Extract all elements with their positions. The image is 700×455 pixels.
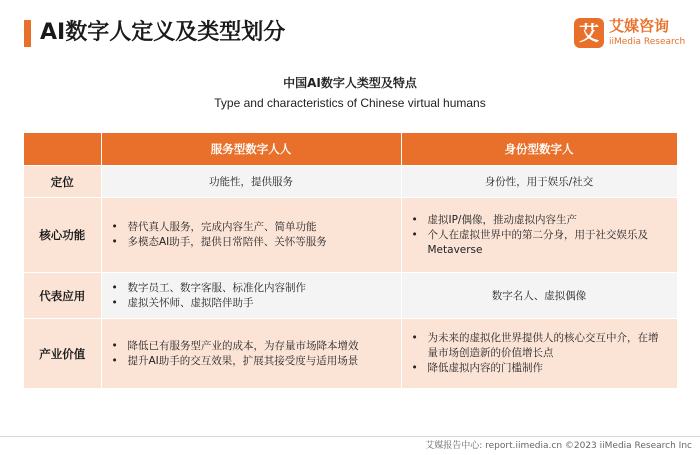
list-item: • 提升AI助手的交互效果，扩展其接受度与适用场景 [128,354,391,369]
list-item: • 数字员工、数字客服、标准化内容制作 [128,281,391,296]
table-row-core-function [24,198,677,273]
page-title: AI数字人定义及类型划分 [40,20,286,45]
bullet-list [102,220,401,250]
cell-identity: 数字名人、虚拟偶像 [401,273,677,319]
row-label: 代表应用 [24,273,101,319]
table-header-row [24,133,677,166]
cell-identity [401,198,677,273]
bullet-list [402,331,677,376]
row-label: 产业价值 [24,319,101,389]
table-row-industry-value [24,319,677,389]
list-item: • 为未来的虚拟化世界提供人的核心交互中介，在增量市场创造新的价值增长点 [428,331,667,361]
footer-divider [0,436,700,437]
footer-source: 艾媒报告中心: report.iimedia.cn ©2023 iiMedia Research Inc [425,441,692,451]
bullet-list [102,281,401,311]
header-identity-type: 身份型数字人 [401,133,677,166]
list-item: • 虚拟关怀师、虚拟陪伴助手 [128,296,391,311]
cell-service [101,273,401,319]
list-item: • 降低已有服务型产业的成本，为存量市场降本增效 [128,339,391,354]
table-row-applications [24,273,677,319]
cell-service [101,198,401,273]
bullet-list [402,213,677,258]
header-corner [24,133,101,166]
row-label: 核心功能 [24,198,101,273]
cell-identity [401,319,677,389]
row-label: 定位 [24,166,101,198]
list-item: • 个人在虚拟世界中的第二分身，用于社交娱乐及Metaverse [428,228,667,258]
list-item: • 降低虚拟内容的门槛制作 [428,361,667,376]
header-service-type: 服务型数字人人 [101,133,401,166]
title-accent-bar [24,20,31,47]
logo-mark-icon: 艾 [574,18,604,48]
table-title-cn: 中国AI数字人类型及特点 [283,76,417,90]
bullet-list [102,339,401,369]
table-title-en: Type and characteristics of Chinese virtual humans [214,96,486,110]
cell-service: 功能性，提供服务 [101,166,401,198]
logo-name-en: iiMedia Research [609,37,686,47]
comparison-table [24,133,678,389]
cell-service [101,319,401,389]
list-item: • 虚拟IP/偶像，推动虚拟内容生产 [428,213,667,228]
cell-identity: 身份性，用于娱乐/社交 [401,166,677,198]
table-row-positioning [24,166,677,198]
brand-logo [574,16,692,52]
list-item: • 多模态AI助手，提供日常陪伴、关怀等服务 [128,235,391,250]
list-item: • 替代真人服务，完成内容生产、简单功能 [128,220,391,235]
logo-name-cn: 艾媒咨询 [609,17,670,35]
